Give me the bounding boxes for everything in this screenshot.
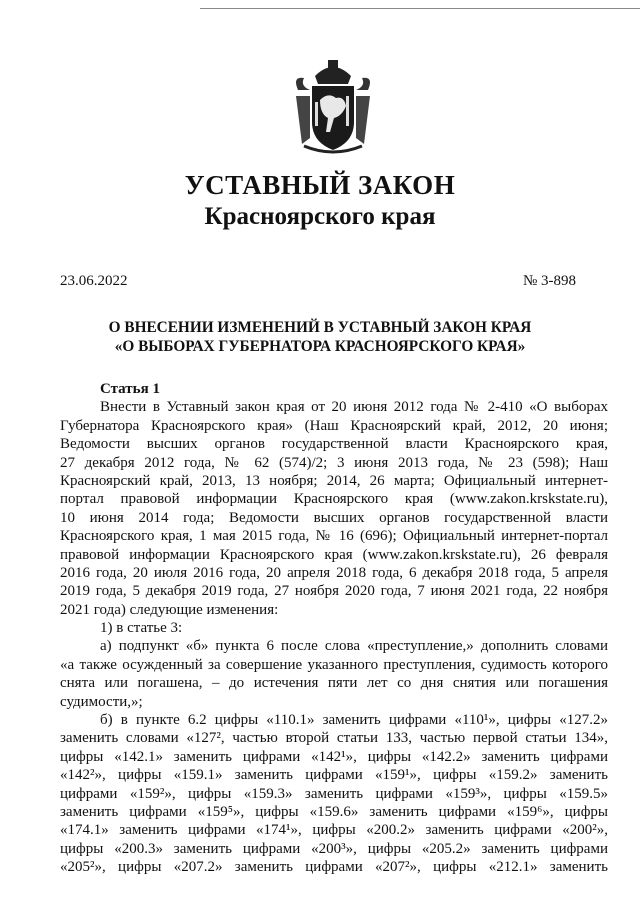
text-line: 2021 года) следующие изменения: <box>60 601 279 618</box>
text-line: Ведомости высших органов государственной власти Красноярского края, <box>60 436 608 453</box>
text-line: 1) в статье 3: <box>100 620 183 637</box>
coat-of-arms-icon <box>290 56 376 156</box>
law-heading-line-2: «О ВЫБОРАХ ГУБЕРНАТОРА КРАСНОЯРСКОГО КРАЯ» <box>114 338 526 355</box>
text-line: правовой информации Красноярского края (www.zakon.krskstate.ru), 26 февраля <box>60 546 608 563</box>
article-title: Статья 1 <box>100 381 160 397</box>
text-line: б) в пункте 6.2 цифры «110.1» заменить цифрами «110¹», цифры «127.2» <box>100 712 608 729</box>
document-date: 23.06.2022 <box>60 273 128 289</box>
top-border-line <box>200 8 640 9</box>
text-line: «174.1» заменить цифрами «174¹», цифры «200.2» заменить цифрами «200²», <box>60 822 608 839</box>
text-line: цифры «142.1» заменить цифрами «142¹», цифры «142.2» заменить цифрами <box>60 748 608 765</box>
document-region-title: Красноярского края <box>204 203 436 230</box>
text-line: 2019 года, 5 декабря 2019 года, 27 ноября 2020 года, 7 июня 2021 года, 22 ноября <box>60 583 608 600</box>
text-line: цифрами «159²», цифры «159.3» заменить цифрами «159³», цифры «159.5» <box>60 785 608 802</box>
text-line: снята или погашена, – до истечения пяти лет со дня снятия или погашения <box>60 675 608 692</box>
law-heading <box>0 318 640 356</box>
text-line: Губернатора Красноярского края» (Наш Красноярский край, 2012, 20 июня; <box>60 417 608 434</box>
text-line: судимости,»; <box>60 693 143 710</box>
text-line: а) подпункт «б» пункта 6 после слова «преступление,» дополнить словами <box>100 638 608 655</box>
text-line: Красноярского края, 1 мая 2015 года, № 16 (696); Официальный интернет-портал <box>60 528 608 545</box>
text-line: 27 декабря 2012 года, № 62 (574)/2; 3 июня 2013 года, № 23 (598); Наш <box>60 454 608 471</box>
text-line: 2016 года, 20 июля 2016 года, 20 апреля 2018 года, 6 декабря 2018 года, 5 апреля <box>60 564 608 581</box>
text-line: «142²», цифры «159.1» заменить цифрами «159¹», цифры «159.2» заменить <box>60 767 608 784</box>
text-line: 10 июня 2014 года; Ведомости высших органов государственной власти <box>60 509 608 526</box>
text-line: Красноярский край, 2013, 13 ноября; 2014, 26 марта; Официальный интернет- <box>60 472 608 489</box>
text-line: Внести в Уставный закон края от 20 июня 2012 года № 2-410 «О выборах <box>100 399 608 416</box>
text-line: портал правовой информации Красноярского края (www.zakon.krskstate.ru), <box>60 491 608 508</box>
text-line: «а также осужденный за совершение указанного преступления, судимость которого <box>60 656 608 673</box>
article-body <box>60 380 608 877</box>
document-number: № 3-898 <box>522 273 576 289</box>
document-type-title: УСТАВНЫЙ ЗАКОН <box>184 170 456 200</box>
text-line: заменить словами «127², частью второй статьи 133, частью первой статьи 134», <box>60 730 608 747</box>
text-line: цифры «200.3» заменить цифрами «200³», цифры «205.2» заменить цифрами <box>60 840 608 857</box>
text-line: «205²», цифры «207.2» заменить цифрами «207²», цифры «212.1» заменить <box>60 859 608 876</box>
law-heading-line-1: О ВНЕСЕНИИ ИЗМЕНЕНИЙ В УСТАВНЫЙ ЗАКОН КРАЯ <box>108 319 532 336</box>
text-line: заменить цифрами «159⁵», цифры «159.6» заменить цифрами «159⁶», цифры <box>60 804 608 820</box>
